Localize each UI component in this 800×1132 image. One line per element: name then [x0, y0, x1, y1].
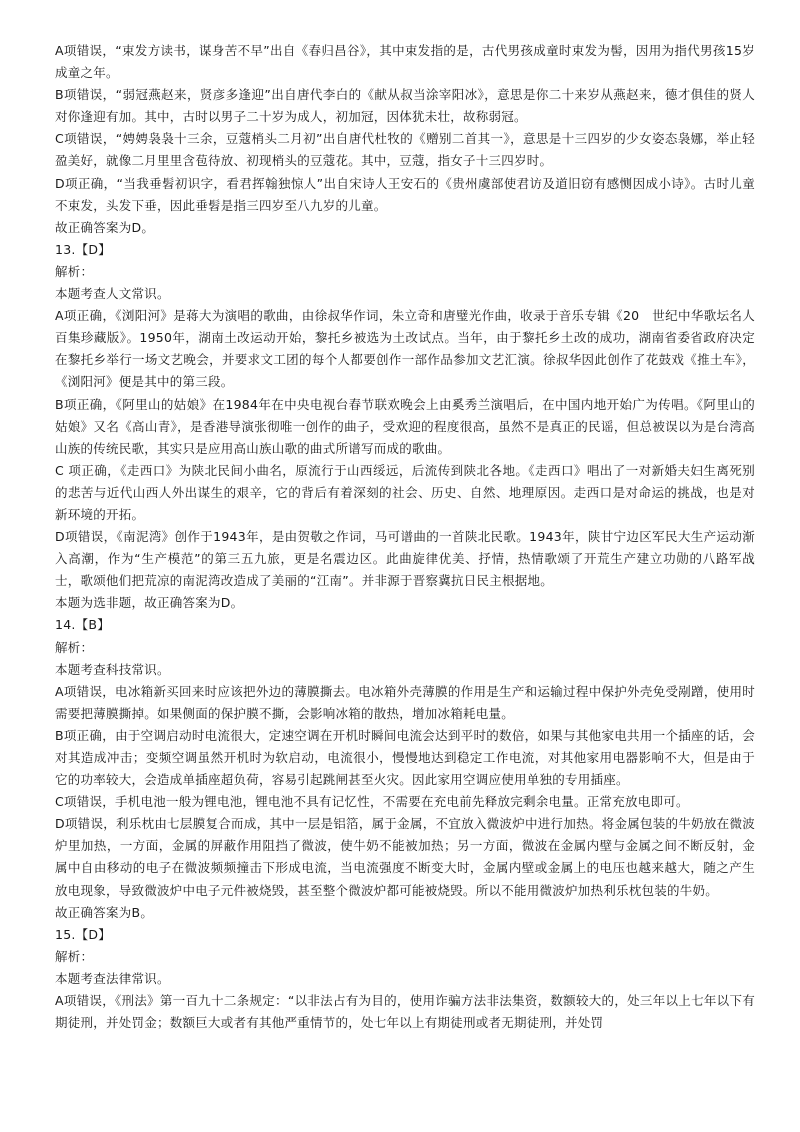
question-14-heading: 14.【B】 — [55, 617, 110, 633]
question-13-heading: 13.【D】 — [55, 241, 112, 257]
answer-14: 故正确答案为B。 — [55, 904, 154, 920]
analysis-label-15: 解析： — [55, 948, 94, 964]
paragraph-13-b: B项正确，《阿里山的姑娘》在1984年在中央电视台春节联欢晚会上由奚秀兰演唱后，在中国内地开始广为传唱。《阿里山的姑娘》又名《高山青》，是香港导演张彻唯一创作的曲子，受欢迎的程度很高，虽然不是真正的民谣，但总被误以为是台湾高山族的传统民歌，其实只是应用高山族山歌的曲式所谱写而成的歌曲。 — [55, 396, 755, 456]
answer-12: 故正确答案为D。 — [55, 219, 155, 235]
paragraph-12-d: D项正确，“当我垂髫初识字，看君挥翰独惊人”出自宋诗人王安石的《贵州虞部使君访及道旧窃有感恻因成小诗》。古时儿童不束发，头发下垂，因此垂髫是指三四岁至八九岁的儿童。 — [55, 175, 755, 213]
paragraph-12-a: A项错误，“束发方读书，谋身苦不早”出自《春归昌谷》，其中束发指的是，古代男孩成童时束发为髻，因用为指代男孩15岁成童之年。 — [55, 43, 755, 81]
paragraph-13-c: C 项正确，《走西口》为陕北民间小曲名，原流行于山西绥远，后流传到陕北各地。《走西口》唱出了一对新婚夫妇生离死别的悲苦与近代山西人外出谋生的艰辛，它的背后有着深刻的社会、历史、自然、地理原因。走西口是对命运的挑战，也是对新环境的开拓。 — [55, 462, 755, 522]
paragraph-12-c: C项错误，“娉娉袅袅十三余，豆蔻梢头二月初”出自唐代杜牧的《赠别二首其一》，意思是十三四岁的少女姿态袅娜，举止轻盈美好，就像二月里里含苞待放、初现梢头的豆蔻花。其中，豆蔻，指女子十三四岁时。 — [55, 131, 755, 169]
analysis-label-13: 解析： — [55, 263, 94, 279]
answer-13: 本题为选非题，故正确答案为D。 — [55, 595, 244, 611]
analysis-label-14: 解析： — [55, 639, 94, 655]
paragraph-12-b: B项错误，“弱冠燕赵来，贤彦多逢迎”出自唐代李白的《献从叔当涂宰阳冰》，意思是你二十来岁从燕赵来，德才俱佳的贤人对你逢迎有加。其中，古时以男子二十岁为成人，初加冠，因体犹未壮，故称弱冠。 — [55, 87, 755, 125]
paragraph-15-a: A项错误，《刑法》第一百九十二条规定：“以非法占有为目的，使用诈骗方法非法集资，数额较大的，处三年以上七年以下有期徒刑，并处罚金；数额巨大或者有其他严重情节的，处七年以上有期徒刑或者无期徒刑，并处罚 — [55, 993, 755, 1031]
topic-14: 本题考查科技常识。 — [55, 661, 170, 677]
paragraph-14-a: A项错误，电冰箱新买回来时应该把外边的薄膜撕去。电冰箱外壳薄膜的作用是生产和运输过程中保护外壳免受剐蹭，使用时需要把薄膜撕掉。如果侧面的保护膜不撕，会影响冰箱的散热，增加冰箱耗电量。 — [55, 683, 755, 721]
topic-13: 本题考查人文常识。 — [55, 286, 170, 302]
question-15-heading: 15.【D】 — [55, 926, 112, 942]
paragraph-13-d: D项错误，《南泥湾》创作于1943年，是由贺敬之作词，马可谱曲的一首陕北民歌。1943年，陕甘宁边区军民大生产运动渐入高潮，作为“生产模范”的第三五九旅，更是名震边区。此曲旋律优美、抒情，热情歌颂了开荒生产建立功勋的八路军战士，歌颂他们把荒凉的南泥湾改造成了美丽的“江南”。并非源于晋察冀抗日民主根据地。 — [55, 529, 755, 589]
paragraph-14-c: C项错误，手机电池一般为锂电池，锂电池不具有记忆性，不需要在充电前先释放完剩余电量。正常充放电即可。 — [55, 794, 689, 810]
paragraph-13-a: A项正确，《浏阳河》是蒋大为演唱的歌曲，由徐叔华作词，朱立奇和唐璧光作曲，收录于音乐专辑《20 世纪中华歌坛名人百集珍藏版》。1950年，湖南土改运动开始，黎托乡被选为土改试点。当年，由于黎托乡土改的成功，湖南省委省政府决定在黎托乡举行一场文艺晚会，并要求文工团的每个人都要创作一部作品参加文艺汇演。徐叔华因此创作了花鼓戏《推土车》，《浏阳河》便是其中的第三段。 — [55, 308, 755, 390]
paragraph-14-b: B项正确，由于空调启动时电流很大，定速空调在开机时瞬间电流会达到平时的数倍，如果与其他家电共用一个插座的话，会对其造成冲击；变频空调虽然开机时为软启动，电流很小，慢慢地达到稳定工作电流，对其他家用电器影响不大，但是由于它的功率较大，会造成单插座超负荷，容易引起跳闸甚至火灾。因此家用空调应使用单独的专用插座。 — [55, 727, 755, 788]
answer-explanations — [55, 40, 755, 1034]
topic-15: 本题考查法律常识。 — [55, 970, 170, 986]
paragraph-14-d: D项错误，利乐枕由七层膜复合而成，其中一层是铝箔，属于金属，不宜放入微波炉中进行加热。将金属包装的牛奶放在微波炉里加热，一方面，金属的屏蔽作用阻挡了微波，使牛奶不能被加热；另一方面，微波在金属内壁与金属之间不断反射，金属中自由移动的电子在微波频频撞击下形成电流，当电流强度不断变大时，金属内壁或金属上的电压也越来越大，随之产生放电现象，导致微波炉中电子元件被烧毁，甚至整个微波炉都可能被烧毁。所以不能用微波炉加热利乐枕包装的牛奶。 — [55, 816, 755, 898]
